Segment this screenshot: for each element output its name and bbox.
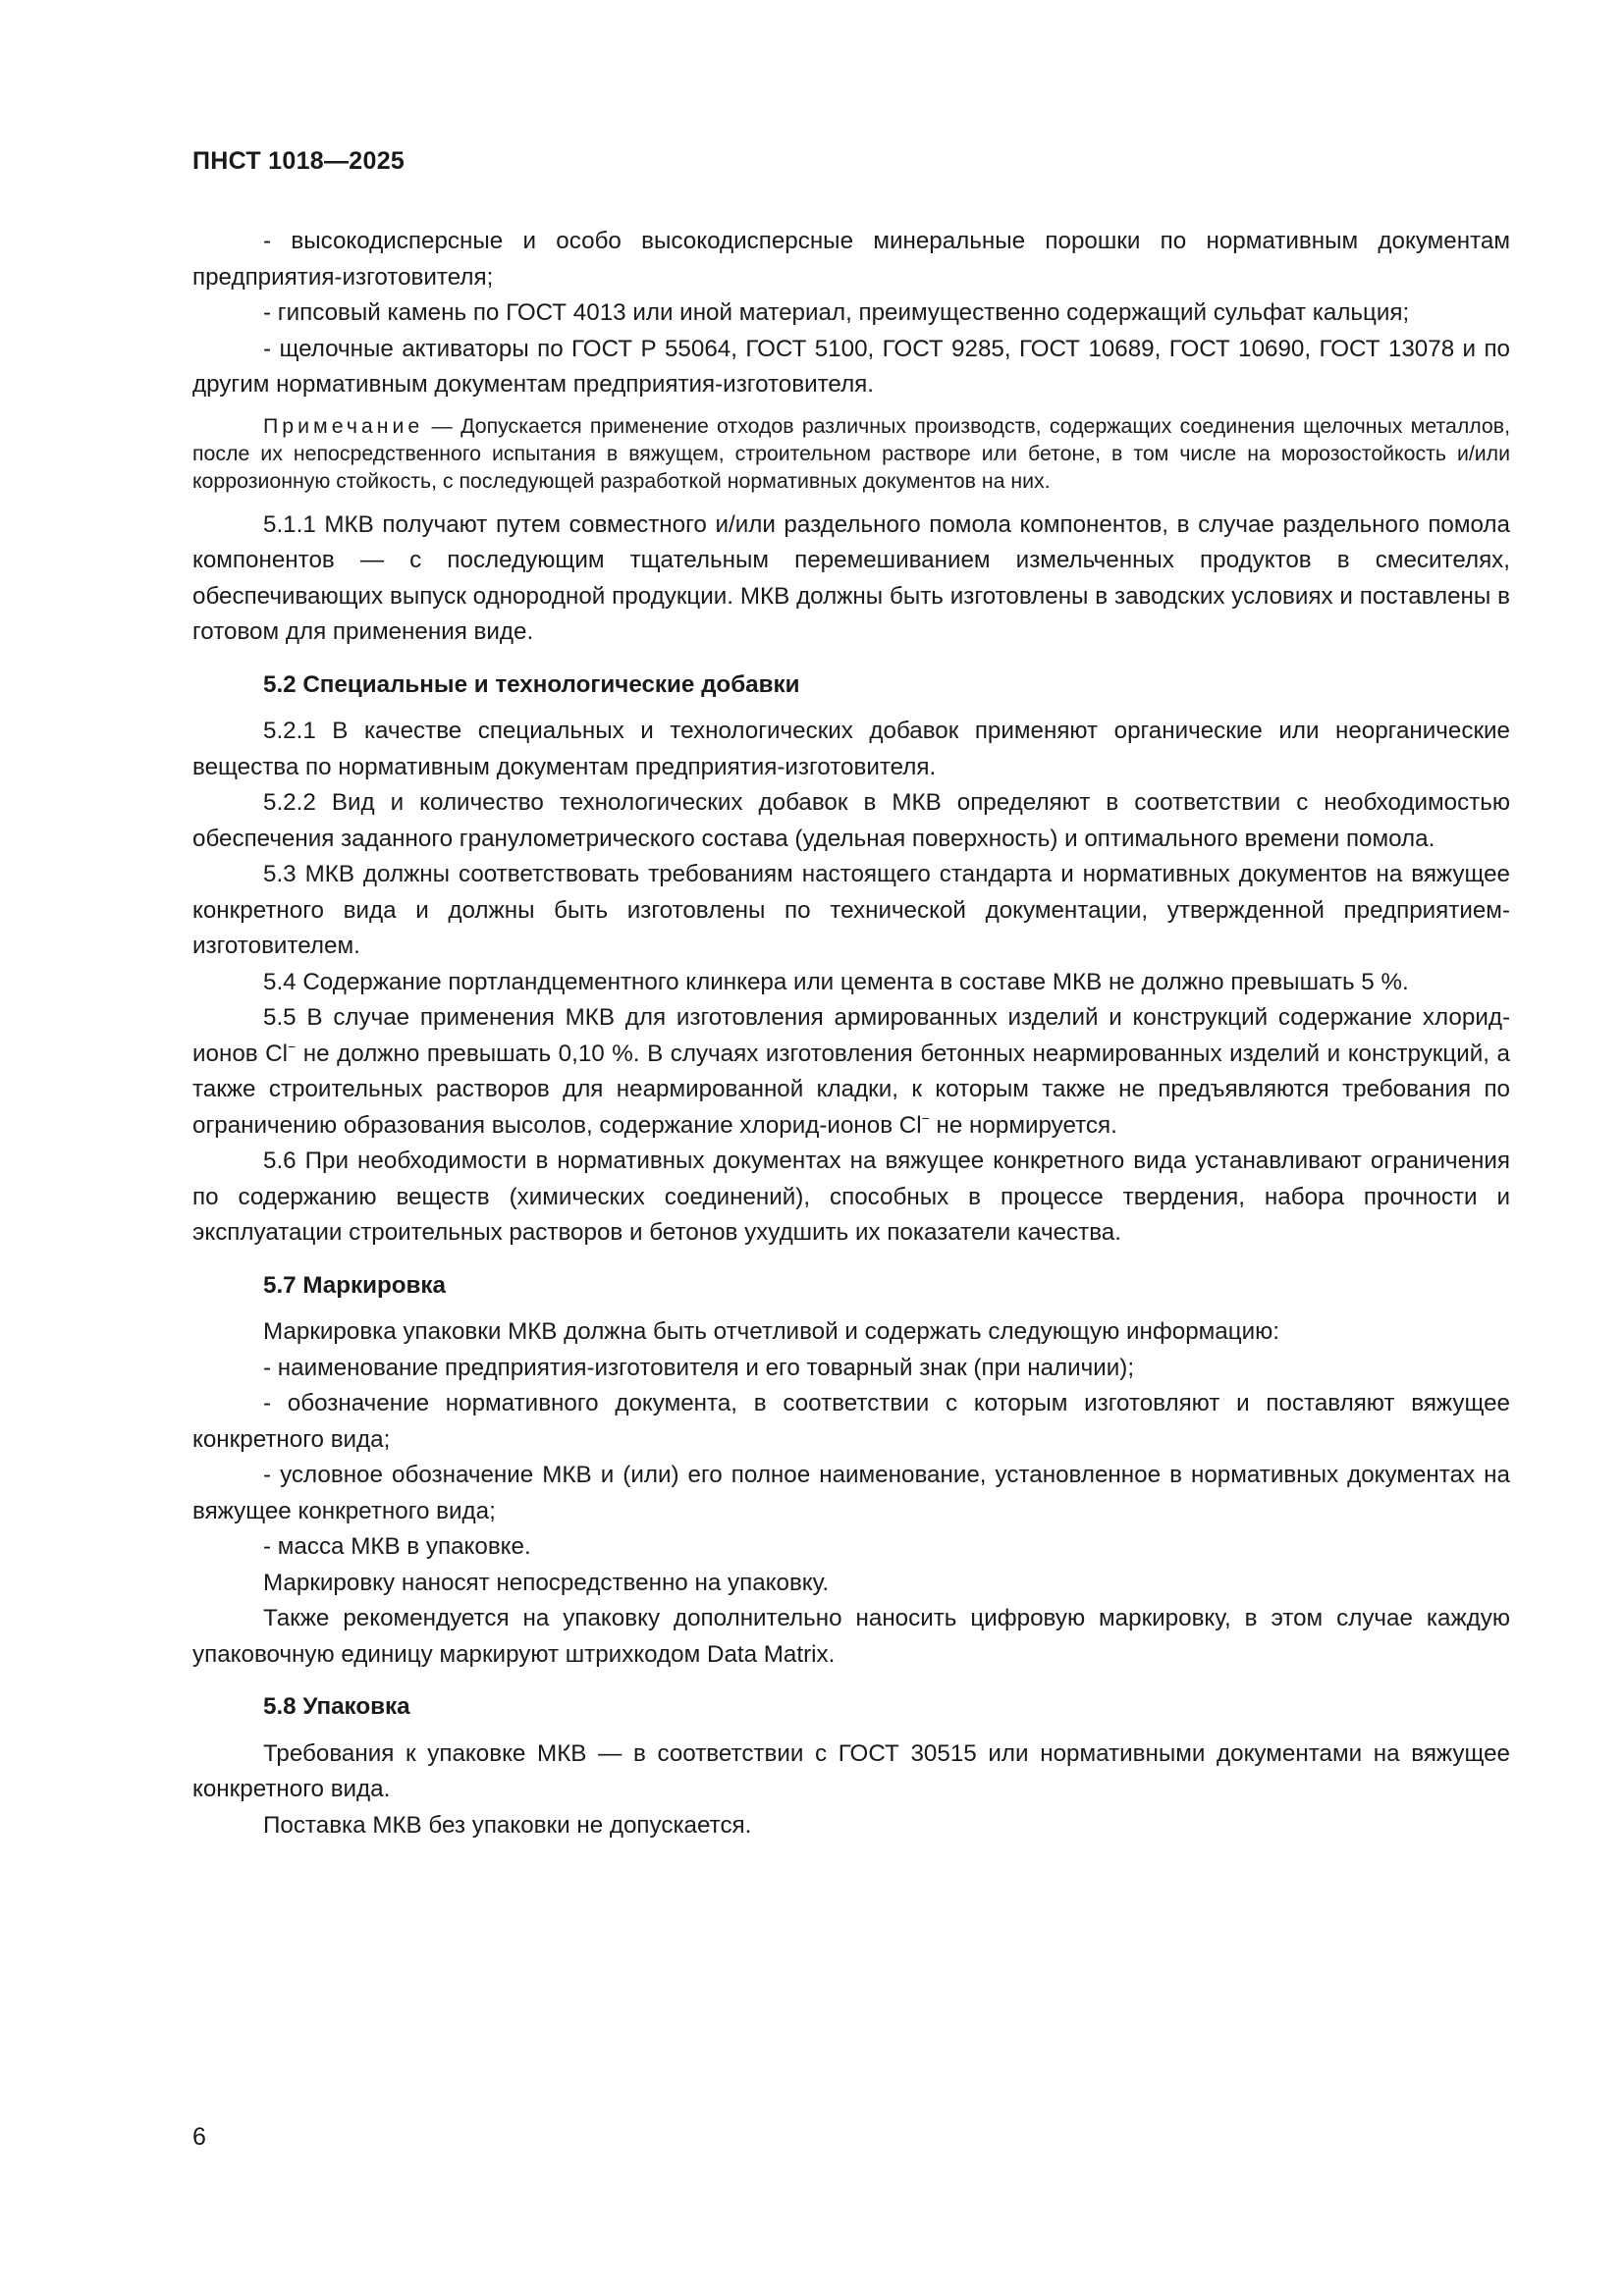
- section-heading-5-2: 5.2 Специальные и технологические добавки: [263, 670, 800, 698]
- marking-paragraph-datamatrix: Также рекомендуется на упаковку дополнительно наносить цифровую маркировку, в этом случае каждую упаковочную единицу маркируют штрихкодом Data Matrix.: [192, 1605, 1510, 1668]
- note-label: Примечание: [263, 413, 424, 438]
- paragraph-5-1-1: 5.1.1 МКВ получают путем совместного и/или раздельного помола компонентов, в случае раздельного помола компонентов — с последующим тщательным перемешиванием измельченных продуктов в смесителях, обеспечивающих выпуск однородной продукции. МКВ должны быть изготовлены в заводских условиях и поставлены в готовом для применения виде.: [192, 510, 1510, 645]
- paragraph-5-3: 5.3 МКВ должны соответствовать требованиям настоящего стандарта и нормативных документов на вяжущее конкретного вида и должны быть изготовлены по технической документации, утвержденной предприятием-изготовителем.: [192, 861, 1510, 959]
- marking-intro: Маркировка упаковки МКВ должна быть отчетливой и содержать следующую информацию:: [263, 1318, 1279, 1345]
- paragraph-5-5-part-b: не должно превышать 0,10 %. В случаях изготовления бетонных неармированных изделий и конструкций, а также строительных растворов для неармированной кладки, к которым также не предъявляются требования по ограничению образования высолов, содержание хлорид-ионов Cl: [192, 1040, 1510, 1139]
- marking-item-manufacturer: - наименование предприятия-изготовителя и его товарный знак (при наличии);: [263, 1354, 1135, 1381]
- paragraph-5-4: 5.4 Содержание портландцементного клинкера или цемента в составе МКВ не должно превышать 5 %.: [263, 968, 1409, 995]
- document-code-header: ПНСТ 1018—2025: [192, 147, 406, 175]
- marking-item-mass: - масса МКВ в упаковке.: [263, 1533, 531, 1560]
- paragraph-5-6: 5.6 При необходимости в нормативных документах на вяжущее конкретного вида устанавливают ограничения по содержанию веществ (химических соединений), способных в процессе твердения, набора прочности и эксплуатации строительных растворов и бетонов ухудшить их показатели качества.: [192, 1148, 1510, 1246]
- page-content: [192, 224, 1510, 1843]
- section-heading-5-8: 5.8 Упаковка: [263, 1693, 410, 1720]
- note-text: — Допускается применение отходов различных производств, содержащих соединения щелочных металлов, после их непосредственного испытания в вяжущем, строительном растворе или бетоне, в том числе на морозостойкость и/или коррозионную стойкость, с последующей разработкой нормативных документов на них.: [192, 413, 1510, 493]
- paragraph-5-5-part-c: не нормируется.: [929, 1111, 1117, 1139]
- paragraph-5-5: [192, 1000, 1510, 1144]
- packaging-paragraph-requirements: Требования к упаковке МКВ — в соответствии с ГОСТ 30515 или нормативными документами на вяжущее конкретного вида.: [192, 1739, 1510, 1802]
- section-heading-5-7: 5.7 Маркировка: [263, 1271, 446, 1299]
- chloride-superscript-2: −: [921, 1109, 930, 1126]
- list-item-gypsum: - гипсовый камень по ГОСТ 4013 или иной материал, преимущественно содержащий сульфат кальция;: [263, 299, 1410, 326]
- page-number: 6: [192, 2123, 206, 2151]
- packaging-paragraph-no-unpacked: Поставка МКВ без упаковки не допускается.: [263, 1811, 752, 1839]
- list-item-powders: - высокодисперсные и особо высокодисперсные минеральные порошки по нормативным документам предприятия-изготовителя;: [192, 228, 1510, 291]
- list-item-activators: - щелочные активаторы по ГОСТ Р 55064, ГОСТ 5100, ГОСТ 9285, ГОСТ 10689, ГОСТ 10690, ГОСТ 13078 и по другим нормативным документам предприятия-изготовителя.: [192, 335, 1510, 398]
- paragraph-5-5-part-a: 5.5 В случае применения МКВ для изготовления армированных изделий и конструкций содержание хлорид-ионов Cl: [192, 1004, 1510, 1067]
- marking-paragraph-apply: Маркировку наносят непосредственно на упаковку.: [263, 1569, 830, 1596]
- marking-item-designation: - условное обозначение МКВ и (или) его полное наименование, установленное в нормативных документах на вяжущее конкретного вида;: [192, 1462, 1510, 1524]
- note-paragraph: [192, 412, 1510, 495]
- marking-item-normative-doc: - обозначение нормативного документа, в соответствии с которым изготовляют и поставляют вяжущее конкретного вида;: [192, 1390, 1510, 1453]
- paragraph-5-2-1: 5.2.1 В качестве специальных и технологических добавок применяют органические или неорганические вещества по нормативным документам предприятия-изготовителя.: [192, 718, 1510, 780]
- paragraph-5-2-2: 5.2.2 Вид и количество технологических добавок в МКВ определяют в соответствии с необходимостью обеспечения заданного гранулометрического состава (удельная поверхность) и оптимального времени помола.: [192, 789, 1510, 852]
- chloride-superscript-1: −: [288, 1038, 297, 1054]
